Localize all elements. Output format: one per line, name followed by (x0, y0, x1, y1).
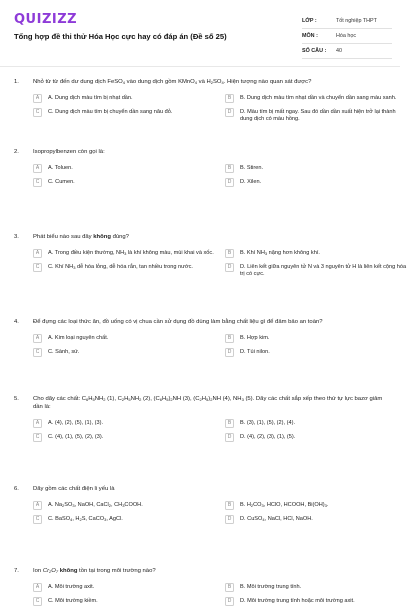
question-header (0, 395, 400, 411)
answer-options (0, 165, 400, 193)
answer-option-d[interactable] (225, 598, 409, 612)
option-letter-box[interactable]: B (225, 164, 234, 173)
answer-options (0, 584, 400, 612)
option-letter-box[interactable]: C (33, 597, 42, 606)
answer-option-b[interactable] (225, 165, 409, 179)
question-number: 2. (14, 149, 19, 155)
option-letter-box[interactable]: A (33, 334, 42, 343)
answer-option-b[interactable] (225, 335, 409, 349)
meta-row-subject (302, 29, 392, 44)
answer-options (0, 502, 400, 530)
answer-option-d[interactable] (225, 109, 409, 123)
header-divider (0, 66, 400, 67)
answer-option-a[interactable] (33, 502, 217, 516)
answer-option-a[interactable] (33, 584, 217, 598)
option-text: B. (3), (1), (5), (2), (4). (240, 420, 296, 426)
option-letter-box[interactable]: C (33, 433, 42, 442)
question-7 (0, 567, 400, 612)
answer-option-a[interactable] (33, 335, 217, 349)
option-text: D. Màu tím bị mất ngay. Sau đó dần dần xuất hiện trở lại thành dung dịch có màu hồng. (240, 109, 396, 122)
option-text: D. (4), (2), (3), (1), (5). (240, 434, 296, 440)
option-text: A. Môi trường axit. (48, 584, 95, 590)
question-2 (0, 148, 400, 193)
option-letter-box[interactable]: A (33, 249, 42, 258)
option-letter-box[interactable]: B (225, 334, 234, 343)
answer-option-d[interactable] (225, 349, 409, 363)
question-header (0, 148, 400, 156)
option-letter-box[interactable]: A (33, 501, 42, 510)
option-text: C. Cumen. (48, 179, 75, 185)
option-text: A. $Na_2SO_3$, NaOH, CaCl$_2$, $CH_3COOH$. (48, 502, 143, 508)
meta-row-class (302, 14, 392, 29)
option-letter-box[interactable]: B (225, 501, 234, 510)
question-number: 5. (14, 396, 19, 402)
meta-table (302, 14, 392, 59)
quizizz-logo: QUIZIZZ (14, 12, 78, 27)
option-text: C. BaSO$_4$, $H_2S$, CaCO$_3$, AgCl. (48, 516, 123, 522)
question-header (0, 318, 400, 326)
question-text: Isopropylbenzen còn gọi là: (33, 149, 105, 155)
answer-options (0, 250, 407, 278)
meta-value: Hóa học (336, 33, 357, 39)
option-text: D. Liên kết giữa nguyên tử N và 3 nguyên tử H là liên kết cộng hóa trị có cực. (240, 264, 407, 277)
question-header (0, 485, 400, 493)
answer-options (0, 420, 400, 448)
option-letter-box[interactable]: C (33, 515, 42, 524)
answer-option-d[interactable] (225, 516, 409, 530)
answer-option-c[interactable] (33, 434, 217, 448)
option-text: B. $H_2CO_3$, HClO, HCOOH, $Bi(OH)_3$. (240, 502, 329, 508)
option-text: A. Toluen. (48, 165, 73, 171)
option-letter-box[interactable]: D (225, 515, 234, 524)
worksheet-header (0, 0, 400, 62)
answer-option-c[interactable] (33, 264, 217, 278)
answer-option-a[interactable] (33, 165, 217, 179)
question-3 (0, 233, 407, 278)
option-letter-box[interactable]: A (33, 583, 42, 592)
question-list (0, 78, 407, 612)
question-text: Cho dãy các chất: $C_6H_5NH_2$ (1), $C_2H_5NH_2$ (2), $(C_6H_5)_2NH$ (3), $(C_2H_5)_2NH$ (4), $NH_3$ (5). Dãy các chất sắp xếp theo thứ tự lực bazơ giảm dần là: (33, 396, 383, 410)
question-4 (0, 318, 400, 363)
answer-option-b[interactable] (225, 250, 409, 264)
option-text: C. (4), (1), (5), (2), (3). (48, 434, 104, 440)
option-text: A. Trong điều kiện thường, $NH_3$ là khí không màu, mùi khai và xốc. (48, 250, 214, 256)
question-number: 1. (14, 79, 19, 85)
question-5 (0, 395, 400, 448)
question-number: 6. (14, 486, 19, 492)
question-header (0, 78, 400, 86)
option-text: A. Kim loại nguyên chất. (48, 335, 109, 341)
answer-option-c[interactable] (33, 516, 217, 530)
option-letter-box[interactable]: D (225, 433, 234, 442)
option-letter-box[interactable]: D (225, 178, 234, 187)
option-text: B. Stiren. (240, 165, 264, 171)
answer-option-b[interactable] (225, 95, 409, 109)
option-letter-box[interactable]: D (225, 597, 234, 606)
answer-option-b[interactable] (225, 502, 409, 516)
option-letter-box[interactable]: C (33, 348, 42, 357)
question-text: Để đựng các loại thức ăn, đồ uống có vị chua cần sử dụng đồ dùng làm bằng chất liệu gì để đảm bảo an toàn? (33, 319, 323, 325)
page-title: Tổng hợp đề thi thử Hóa Học cực hay có đáp án (Đề số 25) (14, 32, 227, 41)
question-number: 4. (14, 319, 19, 325)
meta-label: LỚP : (302, 18, 317, 24)
option-text: D. Môi trường trung tính hoặc môi trường axit. (240, 598, 355, 604)
option-text: C. Môi trường kiềm. (48, 598, 98, 604)
option-letter-box[interactable]: D (225, 348, 234, 357)
option-letter-box[interactable]: A (33, 164, 42, 173)
option-text: A. (4), (2), (5), (1), (3). (48, 420, 104, 426)
answer-option-a[interactable] (33, 420, 217, 434)
answer-options (0, 95, 400, 123)
option-text: D. CuSO$_4$, NaCl, HCl, NaOH. (240, 516, 313, 522)
meta-value: Tốt nghiệp THPT (336, 18, 377, 24)
meta-value: 40 (336, 48, 342, 54)
answer-option-c[interactable] (33, 598, 217, 612)
option-text: D. Xilen. (240, 179, 262, 185)
question-header (0, 233, 400, 241)
question-text: Ion $Cr_2O_7$ không tồn tại trong môi trường nào? (33, 568, 156, 574)
answer-options (0, 335, 400, 363)
meta-label: MÔN : (302, 33, 318, 39)
option-text: C. Sành, sứ. (48, 349, 80, 355)
question-6 (0, 485, 400, 530)
option-text: B. Môi trường trung tính. (240, 584, 302, 590)
option-text: B. Khí $NH_3$ nặng hơn không khí. (240, 250, 320, 256)
option-letter-box[interactable]: B (225, 94, 234, 103)
answer-option-b[interactable] (225, 420, 409, 434)
meta-row-count (302, 44, 392, 59)
option-letter-box[interactable]: A (33, 419, 42, 428)
question-text: Nhỏ từ từ đến dư dung dịch FeSO$_4$ vào dung dịch gồm KMnO$_4$ và $H_2SO_4$. Hiện tượng nào quan sát được? (33, 79, 312, 85)
option-text: D. Túi nilon. (240, 349, 270, 355)
answer-option-c[interactable] (33, 349, 217, 363)
answer-option-c[interactable] (33, 179, 217, 193)
answer-option-d[interactable] (225, 434, 409, 448)
question-header (0, 567, 400, 575)
option-letter-box[interactable]: B (225, 249, 234, 258)
option-text: B. Dung dịch màu tím nhạt dần và chuyển dần sang màu xanh. (240, 95, 397, 101)
answer-option-a[interactable] (33, 95, 217, 109)
option-text: A. Dung dịch màu tím bị nhạt dần. (48, 95, 133, 101)
question-text: Dãy gồm các chất điện li yếu là (33, 486, 115, 492)
question-1 (0, 78, 400, 123)
question-number: 3. (14, 234, 19, 240)
option-text: C. Khí $NH_3$ dễ hóa lỏng, dễ hóa rắn, tan nhiều trong nước. (48, 264, 193, 270)
option-letter-box[interactable]: C (33, 108, 42, 117)
answer-option-d[interactable] (225, 179, 409, 193)
option-letter-box[interactable]: D (225, 108, 234, 117)
option-letter-box[interactable]: C (33, 263, 42, 272)
answer-option-c[interactable] (33, 109, 217, 123)
question-text: Phát biểu nào sau đây không đúng? (33, 234, 129, 240)
option-text: B. Hợp kim. (240, 335, 270, 341)
answer-option-a[interactable] (33, 250, 217, 264)
option-letter-box[interactable]: B (225, 583, 234, 592)
option-text: C. Dung dịch màu tím bị chuyển dần sang nâu đỏ. (48, 109, 173, 115)
option-letter-box[interactable]: C (33, 178, 42, 187)
meta-label: SỐ CÂU : (302, 48, 327, 54)
option-letter-box[interactable]: A (33, 94, 42, 103)
option-letter-box[interactable]: D (225, 263, 234, 272)
answer-option-b[interactable] (225, 584, 409, 598)
answer-option-d[interactable] (225, 264, 409, 278)
question-number: 7. (14, 568, 19, 574)
option-letter-box[interactable]: B (225, 419, 234, 428)
